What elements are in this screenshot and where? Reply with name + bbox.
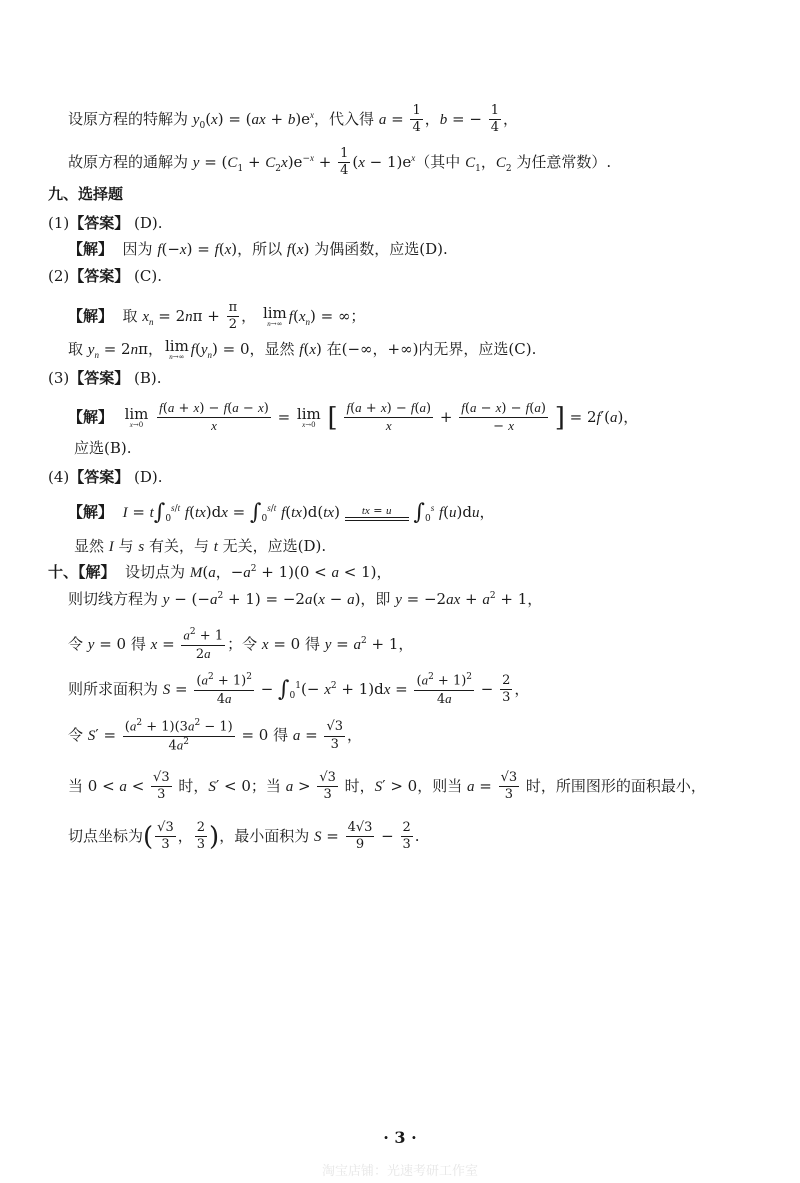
answer-line-3: (3)【答案】 (B). — [48, 369, 162, 387]
solution-line-4a: 【解】 $I = t\int_0^{s/t}$ $f(tx)dx = \int_0^{s/t}$ f(tx)d(tx) tx = u $\int_0^s$ f(u)du， — [68, 500, 495, 525]
section-ten-line-2: 则切线方程为 $y - (-a^2 + 1) = -2a(x - a)$，即 $y = -2ax + a^2 + 1$， — [68, 590, 543, 608]
solution-line-3b: 应选(B). — [74, 439, 132, 457]
section-ten-line-1: 十、【解】 设切点为 M(a，$-a^2 + 1)(0 < a < 1)$， — [48, 563, 392, 581]
solution-line-1: 【解】 因为 f(−x) = f(x)，所以 f(x) 为偶函数，应选(D). — [68, 240, 448, 258]
answer-line-2: (2)【答案】 (C). — [48, 267, 162, 285]
page-number: · 3 · — [383, 1128, 417, 1147]
equation-line-general: 故原方程的通解为 $y = (C_1 + C_2x)e^{-x}$ + $\frac{1}{4}$ $(x - 1)e^x$（其中 $C_1$，$C_2$ 为任意常数）. — [68, 146, 612, 179]
equation-line-particular: 设原方程的特解为 $y_0(x) = (ax + b)e^x$，代入得 a = $\frac{1}{4}$ ，b = − $\frac{1}{4}$ ， — [68, 103, 518, 136]
answer-line-1: (1)【答案】 (D). — [48, 214, 163, 232]
section-heading-ten: 十、【解】 — [48, 563, 116, 581]
section-ten-line-3: 令 y = 0 得 x = $\frac{a^2 + 1}{2a}$ ；令 x = 0 得 $y = a^2 + 1$， — [68, 627, 414, 662]
solution-line-3a: 【解】 lim x→0 $\frac{f(a + x) - f(a - x)}{x}$ = lim x→0 [ $\frac{f(a + x) - f(a)}{x}$ + $\frac{f(a - x) - f(a)}{- x}$ ] = 2f′(a)， — [68, 400, 639, 435]
section-ten-line-7: 切点坐标为( $\frac{√3}{3}$ ， $\frac{2}{3}$ )，最小面积为 S = $\frac{4√3}{9}$ − $\frac{2}{3}$ . — [68, 820, 420, 853]
solution-line-2b: 取 $y_n = 2n\pi$， lim n→∞ $f(y_n) = 0$，显然 f(x) 在(−∞，+∞)内无界，应选(C). — [68, 337, 537, 361]
section-heading-nine: 九、选择题 — [48, 185, 124, 203]
answer-line-4: (4)【答案】 (D). — [48, 468, 163, 486]
solution-line-2a: 【解】 取 $x_n = 2n\pi$ + $\frac{\pi}{2}$ ， lim n→∞ $f(x_n)$ = ∞； — [68, 300, 366, 333]
section-ten-line-5: 令 S′ = $\frac{(a^2 + 1)(3a^2 - 1)}{4a^2}$ = 0 得 a = $\frac{√3}{3}$ ， — [68, 718, 363, 753]
watermark: 淘宝店铺：光速考研工作室 — [321, 1164, 478, 1179]
section-ten-line-4: 则所求面积为 S = $\frac{(a^2 + 1)^2}{4a}$ − $\int_0^1(- x^2 + 1)dx$ = $\frac{(a^2 + 1)^2}{4a}$ − $\frac{2}{3}$ ， — [68, 672, 530, 707]
section-ten-line-6: 当 0 < a < $\frac{√3}{3}$ 时，S′ < 0；当 a > $\frac{√3}{3}$ 时，S′ > 0，则当 a = $\frac{√3}{3}$ 时，所围图形的面积最小， — [68, 770, 706, 803]
solution-line-4b: 显然 I 与 s 有关，与 t 无关，应选(D). — [74, 537, 327, 555]
